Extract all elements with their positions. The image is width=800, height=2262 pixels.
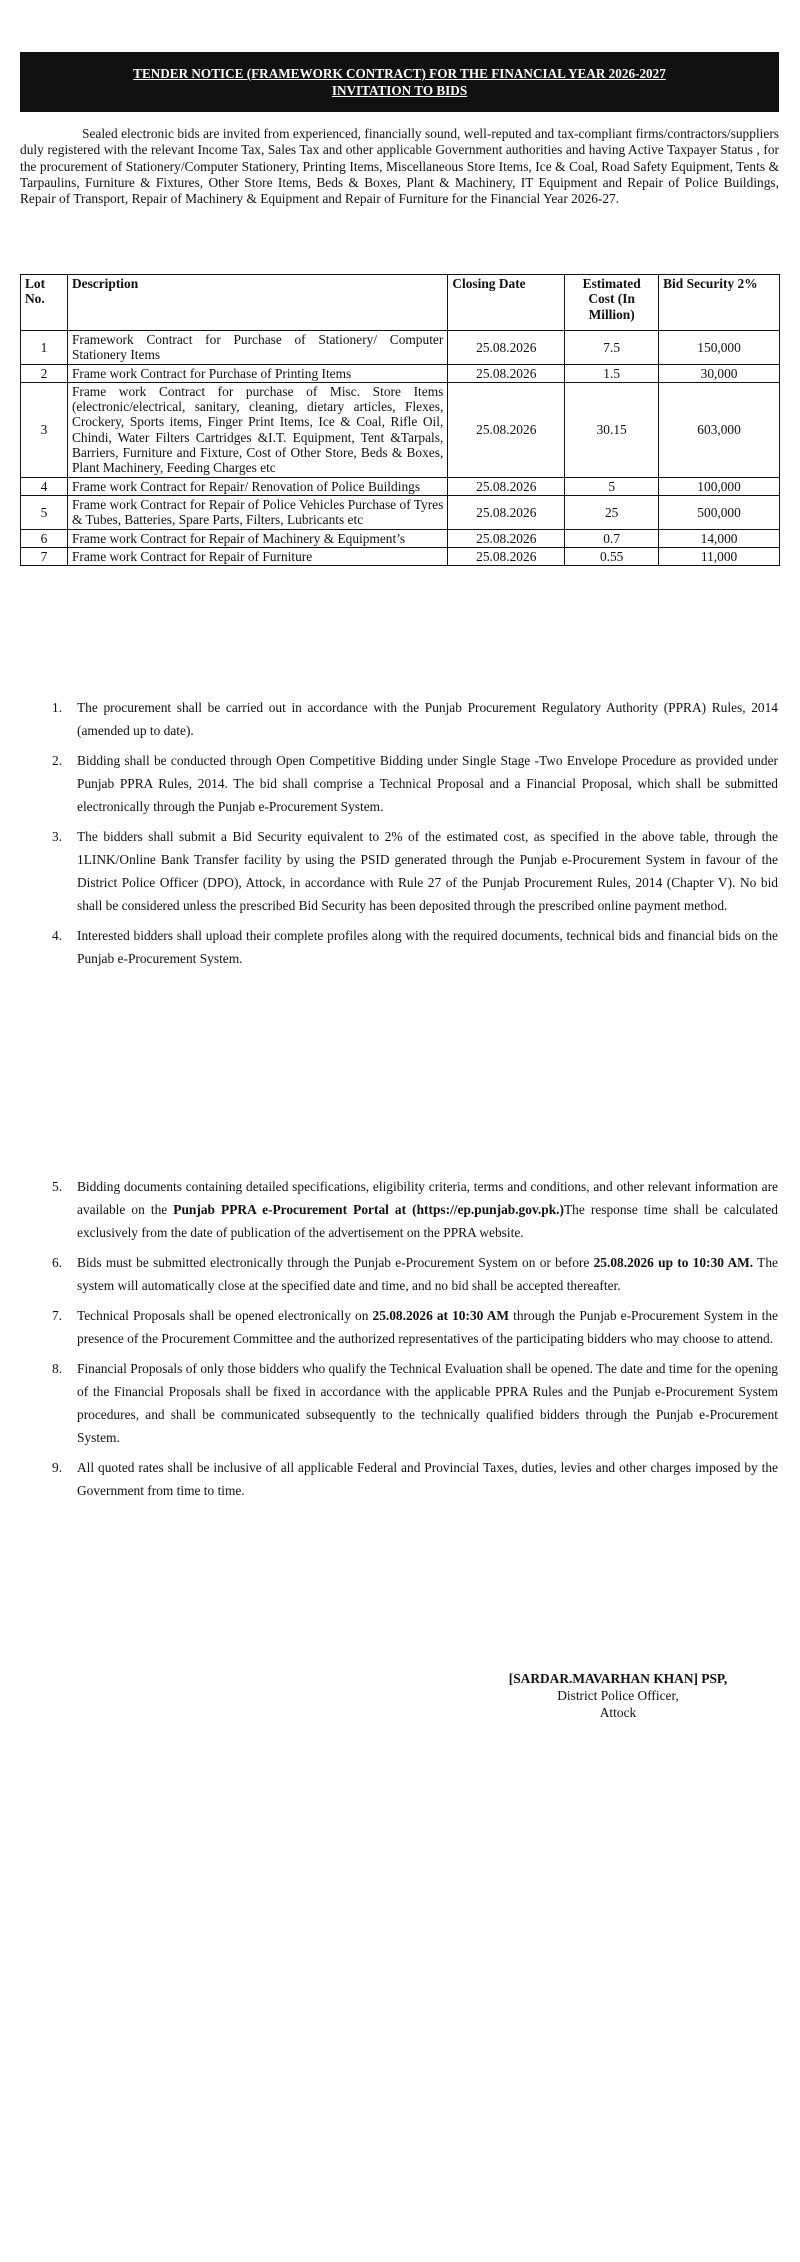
table-row (21, 382, 780, 477)
term-item (52, 749, 778, 818)
signatory-place: Attock (599, 1705, 637, 1720)
lot-description: Frame work Contract for Repair of Police Vehicles Purchase of Tyres & Tubes, Batteries, Spare Parts, Filters, Lubricants etc (67, 495, 447, 529)
lot-number: 2 (21, 364, 68, 382)
term-number: 4. (52, 928, 63, 943)
term-text-continued: The response time shall be calculated exclusively from the date of publication of the advertisement on the PPRA website. (77, 1202, 778, 1240)
signatory-designation: District Police Officer, (557, 1688, 679, 1703)
term-number: 8. (52, 1361, 63, 1376)
bid-security: 150,000 (659, 331, 780, 365)
estimated-cost: 0.55 (565, 547, 659, 565)
table-row (21, 331, 780, 365)
term-number: 7. (52, 1308, 63, 1323)
term-text: Technical Proposals shall be opened electronically on (77, 1308, 373, 1323)
term-item (52, 825, 778, 917)
term-text: Financial Proposals of only those bidders who qualify the Technical Evaluation shall be opened. The date and time for the opening of the Financial Proposals shall be fixed in accordance with the applicable PPRA Rules and the Punjab e-Procurement System procedures, and shall be communicated subsequently to the technically qualified bidders through the Punjab e-Procurement System. (77, 1361, 778, 1445)
lot-description: Framework Contract for Purchase of Stationery/ Computer Stationery Items (67, 331, 447, 365)
notice-title: TENDER NOTICE (FRAMEWORK CONTRACT) FOR THE FINANCIAL YEAR 2026-2027 (133, 66, 666, 81)
notice-title-box (20, 52, 779, 112)
estimated-cost: 1.5 (565, 364, 659, 382)
closing-date: 25.08.2026 (448, 529, 565, 547)
term-item (52, 1251, 778, 1297)
lot-number: 7 (21, 547, 68, 565)
term-number: 5. (52, 1179, 63, 1194)
bid-security: 603,000 (659, 382, 780, 477)
term-text: Interested bidders shall upload their complete profiles along with the required documents, technical bids and financial bids on the Punjab e-Procurement System. (77, 928, 778, 966)
header-description: Description (67, 275, 447, 331)
tender-lots-table (20, 274, 780, 566)
signatory-name: [SARDAR.MAVARHAN KHAN] PSP, (508, 1671, 728, 1686)
terms-list-part-2 (52, 1175, 778, 1509)
closing-date: 25.08.2026 (448, 364, 565, 382)
lot-number: 3 (21, 382, 68, 477)
table-header-row (21, 275, 780, 331)
lot-number: 4 (21, 477, 68, 495)
term-text: Bidding documents containing detailed specifications, eligibility criteria, terms and conditions, and other relevant information are available on the (77, 1179, 778, 1217)
table-row (21, 477, 780, 495)
term-text: All quoted rates shall be inclusive of all applicable Federal and Provincial Taxes, duties, levies and other charges imposed by the Government from time to time. (77, 1460, 778, 1498)
lot-description: Frame work Contract for Repair/ Renovation of Police Buildings (67, 477, 447, 495)
term-text: Bidding shall be conducted through Open Competitive Bidding under Single Stage -Two Envelope Procedure as provided under Punjab PPRA Rules, 2014. The bid shall comprise a Technical Proposal and a Financial Proposal, which shall be submitted electronically through the Punjab e-Procurement System. (77, 753, 778, 814)
lot-description: Frame work Contract for purchase of Misc. Store Items (electronic/electrical, sanitary, cleaning, dietary articles, Flexes, Crockery, Sports items, Finger Print Items, Ice & Coal, Rifle Oil, Chindi, Water Filters Cartridges &I.T. Equipment, Tent &Tarpals, Barriers, Furniture and Fixture, Cost of Other Store, Beds & Boxes, Plant Machinery, Feeding Charges etc (67, 382, 447, 477)
term-number: 2. (52, 753, 63, 768)
bid-security: 14,000 (659, 529, 780, 547)
opening-datetime: 25.08.2026 at 10:30 AM (372, 1308, 510, 1323)
bid-security: 500,000 (659, 495, 780, 529)
terms-list-part-1 (52, 696, 778, 977)
header-bid-security: Bid Security 2% (659, 275, 780, 331)
term-text: The procurement shall be carried out in accordance with the Punjab Procurement Regulatory Authority (PPRA) Rules, 2014 (amended up to date). (77, 700, 778, 738)
estimated-cost: 5 (565, 477, 659, 495)
term-text: The bidders shall submit a Bid Security equivalent to 2% of the estimated cost, as specified in the above table, through the 1LINK/Online Bank Transfer facility by using the PSID generated through the Punjab e-Procurement System in favour of the District Police Officer (DPO), Attock, in accordance with Rule 27 of the Punjab Procurement Rules, 2014 (Chapter V). No bid shall be considered unless the prescribed Bid Security has been deposited through the prescribed online payment method. (77, 829, 778, 913)
term-number: 1. (52, 700, 63, 715)
lot-description: Frame work Contract for Repair of Machinery & Equipment’s (67, 529, 447, 547)
header-lot: Lot No. (21, 275, 68, 331)
bid-security: 100,000 (659, 477, 780, 495)
term-item (52, 1304, 778, 1350)
closing-date: 25.08.2026 (448, 382, 565, 477)
estimated-cost: 30.15 (565, 382, 659, 477)
table-row (21, 529, 780, 547)
closing-date: 25.08.2026 (448, 495, 565, 529)
portal-reference: Punjab PPRA e-Procurement Portal at (https://ep.punjab.gov.pk.) (173, 1202, 564, 1217)
estimated-cost: 25 (565, 495, 659, 529)
term-item (52, 924, 778, 970)
header-closing-date: Closing Date (448, 275, 565, 331)
term-item (52, 696, 778, 742)
term-text: Bids must be submitted electronically through the Punjab e-Procurement System on or before (77, 1255, 594, 1270)
header-estimated-cost: Estimated Cost (In Million) (565, 275, 659, 331)
term-item (52, 1357, 778, 1449)
bid-security: 30,000 (659, 364, 780, 382)
intro-paragraph: Sealed electronic bids are invited from experienced, financially sound, well-reputed and tax-compliant firms/contractors/suppliers duly registered with the relevant Income Tax, Sales Tax and other applicable Government authorities and having Active Taxpayer Status , for the procurement of Stationery/Computer Stationery, Printing Items, Miscellaneous Store Items, Ice & Coal, Road Safety Equipment, Tents & Tarpaulins, Furniture & Fixtures, Other Store Items, Beds & Boxes, Plant & Machinery, IT Equipment and Repair of Police Buildings, Repair of Transport, Repair of Machinery & Equipment and Repair of Furniture for the Financial Year 2026-27. (20, 126, 779, 207)
lot-description: Frame work Contract for Repair of Furniture (67, 547, 447, 565)
term-text-continued: The system will automatically close at the specified date and time, and no bid shall be accepted thereafter. (77, 1255, 778, 1293)
closing-date: 25.08.2026 (448, 547, 565, 565)
estimated-cost: 0.7 (565, 529, 659, 547)
closing-date: 25.08.2026 (448, 477, 565, 495)
term-number: 3. (52, 829, 63, 844)
term-number: 6. (52, 1255, 63, 1270)
estimated-cost: 7.5 (565, 331, 659, 365)
term-item (52, 1175, 778, 1244)
term-text-continued: through the Punjab e-Procurement System in the presence of the Procurement Committee and the authorized representatives of the participating bidders who may choose to attend. (77, 1308, 778, 1346)
lot-number: 1 (21, 331, 68, 365)
lot-number: 6 (21, 529, 68, 547)
lot-number: 5 (21, 495, 68, 529)
notice-subtitle: INVITATION TO BIDS (331, 83, 468, 98)
table-row (21, 547, 780, 565)
signature-block (468, 1670, 768, 1721)
closing-date: 25.08.2026 (448, 331, 565, 365)
term-number: 9. (52, 1460, 63, 1475)
table-row (21, 495, 780, 529)
bid-security: 11,000 (659, 547, 780, 565)
term-item (52, 1456, 778, 1502)
lot-description: Frame work Contract for Purchase of Printing Items (67, 364, 447, 382)
table-row (21, 364, 780, 382)
submission-deadline: 25.08.2026 up to 10:30 AM. (593, 1255, 754, 1270)
